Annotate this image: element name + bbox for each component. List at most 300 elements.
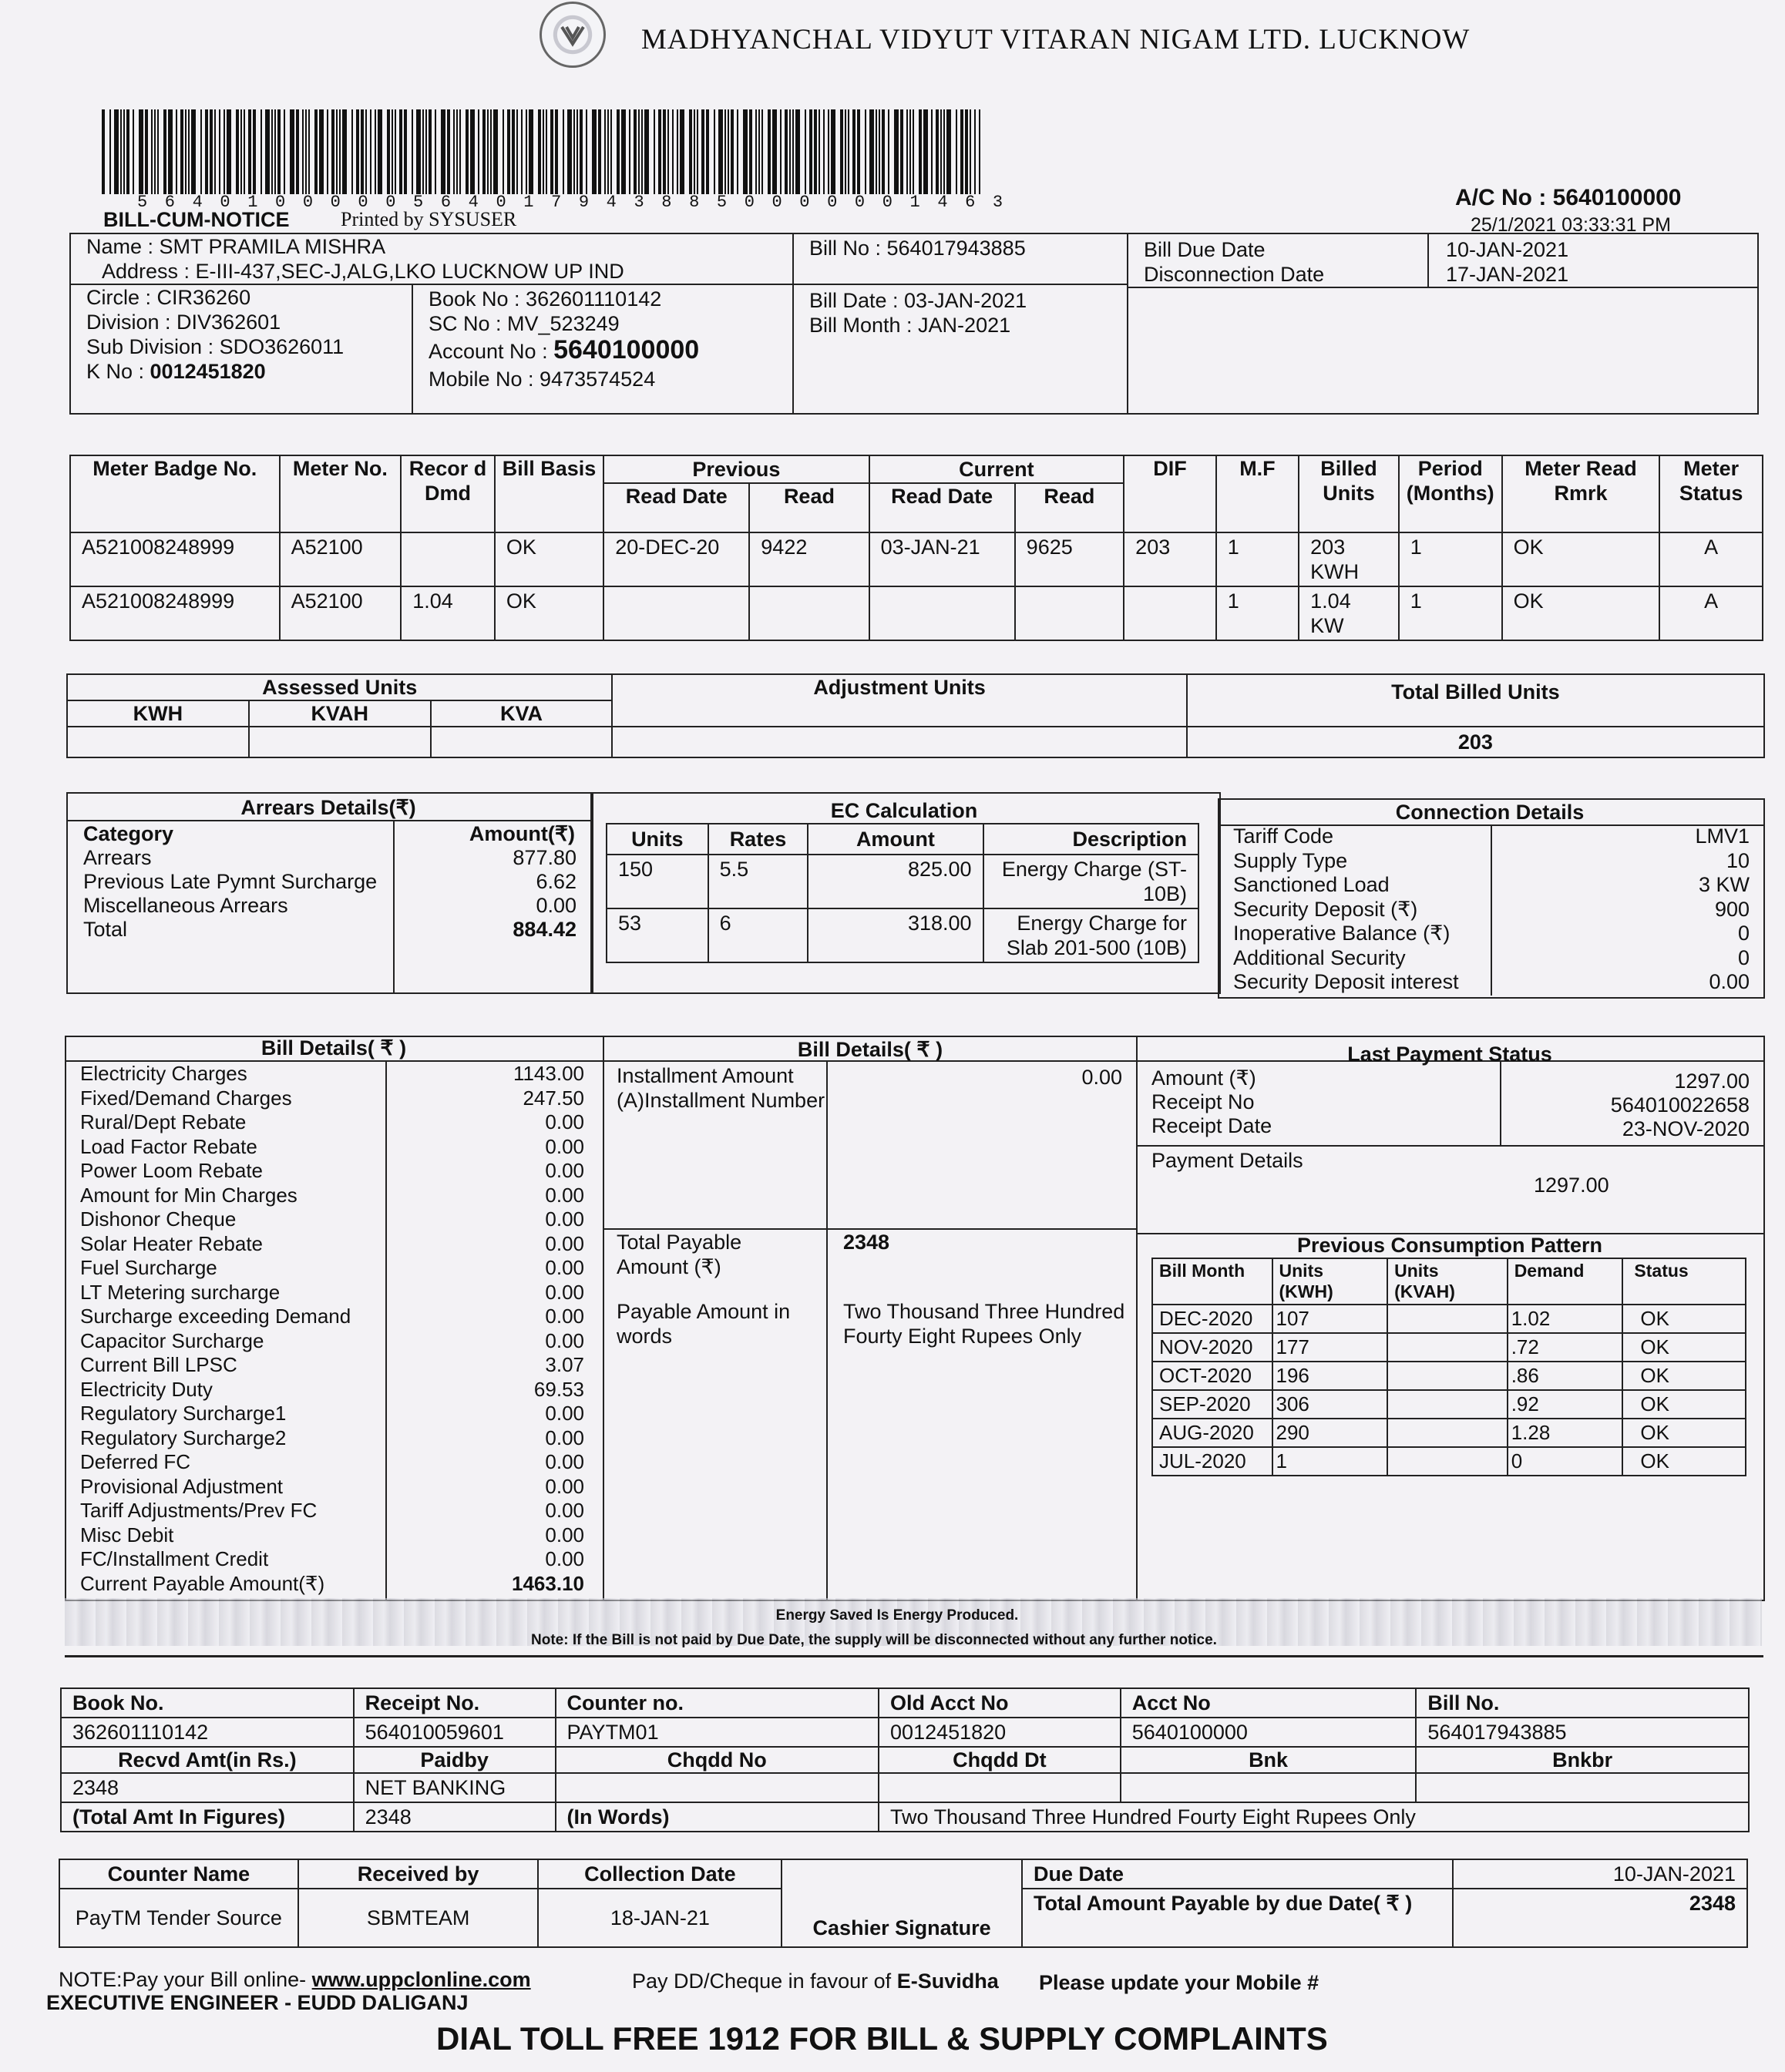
barcode-bar [538, 109, 541, 194]
barcode-bar [123, 109, 125, 194]
barcode-bar [879, 109, 880, 194]
cell: .92 [1508, 1390, 1623, 1419]
bill-row: Dishonor Cheque 0.00 [80, 1207, 584, 1231]
assessed-units-table [66, 673, 1765, 758]
barcode-bar [728, 109, 729, 194]
barcode-bar [607, 109, 609, 194]
lp-receipt-date: 23-NOV-2020 [1622, 1117, 1750, 1140]
barcode-bar [327, 109, 328, 194]
disconnect-note: Note: If the Bill is not paid by Due Date, the supply will be disconnected without any further notice. [531, 1632, 1217, 1648]
consumption-title: Previous Consumption Pattern [1296, 1234, 1603, 1257]
barcode-bar [180, 109, 183, 194]
assessed-title: Assessed Units [67, 674, 612, 700]
cell: OK [1502, 532, 1660, 586]
hdr-dif: DIF [1124, 455, 1216, 532]
bill-row: Provisional Adjustment 0.00 [80, 1474, 584, 1498]
barcode-bar [848, 109, 849, 194]
ec-row [607, 908, 1198, 962]
cell: 196 [1272, 1362, 1388, 1390]
barcode-bar [706, 109, 709, 194]
cell: OK [1622, 1333, 1746, 1362]
barcode-bar [512, 109, 515, 194]
pay-online-note: NOTE:Pay your Bill online- www.uppclonline.com [59, 1968, 531, 1991]
kvah-label: KVAH [249, 700, 431, 727]
barcode-bar [550, 109, 553, 194]
barcode-bar [857, 109, 860, 194]
cell: SEP-2020 [1152, 1390, 1272, 1419]
barcode-digits: 5 6 4 0 1 0 0 0 0 0 5 6 4 0 1 7 9 4 3 8 8 5 0 0 0 0 0 0 1 4 6 3 [137, 193, 1007, 212]
total-due-label: Total Amount Payable by due Date( ₹ ) [1022, 1889, 1453, 1947]
barcode-bar [305, 109, 307, 194]
hdr-prev-read: Read [749, 483, 869, 532]
connection-row: Sanctioned Load 3 KW [1233, 873, 1750, 896]
cp-row [1152, 1447, 1746, 1476]
barcode-bar [109, 109, 111, 194]
barcode-bar [227, 109, 231, 194]
barcode-bar [749, 109, 752, 194]
cell: DEC-2020 [1152, 1305, 1272, 1333]
hdr-cur-read: Read [1015, 483, 1124, 532]
hdr-current: Current [869, 455, 1124, 483]
old-acct-label: Old Acct No [879, 1688, 1121, 1718]
cp-row [1152, 1305, 1746, 1333]
barcode-bar [453, 109, 455, 194]
barcode-bar [638, 109, 640, 194]
cell: A521008248999 [70, 586, 280, 640]
meter-row [70, 532, 1763, 586]
barcode-bar [543, 109, 544, 194]
receipt-no-label: Receipt No. [354, 1688, 556, 1718]
payable-words-label: Payable Amount in words [617, 1300, 791, 1348]
cell: 6 [708, 908, 808, 962]
hdr-basis: Bill Basis [495, 455, 603, 532]
cp-demand-hdr: Demand [1508, 1258, 1623, 1305]
barcode-bar [592, 109, 597, 194]
customer-address: Address : E-III-437,SEC-J,ALG,LKO LUCKNOW UP IND [102, 260, 624, 283]
recvd-amount: 2348 [61, 1773, 354, 1802]
total-payable-value: 2348 [843, 1231, 890, 1254]
cp-kvah-hdr: Units (KVAH) [1387, 1258, 1508, 1305]
cell: A [1659, 532, 1763, 586]
bill-row: Fuel Surcharge 0.00 [80, 1256, 584, 1279]
barcode-bar [701, 109, 704, 194]
barcode-bar [387, 109, 390, 194]
barcode-bar [743, 109, 748, 194]
energy-saved-note: Energy Saved Is Energy Produced. [775, 1607, 1019, 1624]
barcode-bar [758, 109, 760, 194]
cell: 203 KWH [1299, 532, 1399, 586]
bnk-label: Bnk [1121, 1747, 1417, 1773]
barcode-bar [210, 109, 213, 194]
company-name: MADHYANCHAL VIDYUT VITARAN NIGAM LTD. LUCKNOW [641, 24, 1471, 55]
cell: OK [1622, 1305, 1746, 1333]
arrears-amount-hdr: Amount(₹) [469, 822, 575, 845]
barcode-bar [331, 109, 334, 194]
barcode-bar [672, 109, 674, 194]
executive-engineer: EXECUTIVE ENGINEER - EUDD DALIGANJ [46, 1991, 469, 2014]
cell: 1.02 [1508, 1305, 1623, 1333]
bill-row: Surcharge exceeding Demand 0.00 [80, 1305, 584, 1328]
payment-details-value: 1297.00 [1534, 1174, 1609, 1197]
barcode-bar [731, 109, 734, 194]
receipt-receipt-no: 564010059601 [354, 1718, 556, 1747]
cp-month-hdr: Bill Month [1152, 1258, 1272, 1305]
cell: 318.00 [808, 908, 983, 962]
cell: 9625 [1015, 532, 1124, 586]
collection-date-label: Collection Date [538, 1859, 782, 1889]
cell: OK [495, 532, 603, 586]
cp-row [1152, 1419, 1746, 1447]
cell: OK [1622, 1447, 1746, 1476]
ec-desc-hdr: Description [983, 824, 1198, 855]
bill-row: Solar Heater Rebate 0.00 [80, 1231, 584, 1255]
cell [1387, 1305, 1508, 1333]
cell: 150 [607, 855, 708, 908]
cell: 0 [1508, 1447, 1623, 1476]
barcode-bar [493, 109, 498, 194]
last-payment-values [1503, 1070, 1750, 1141]
lp-receipt-no: 564010022658 [1610, 1093, 1750, 1117]
cell: 1 [1399, 586, 1502, 640]
received-by-label: Received by [298, 1859, 539, 1889]
cell: .86 [1508, 1362, 1623, 1390]
barcode-bar [224, 109, 225, 194]
barcode-bar [277, 109, 281, 194]
bill-row: Misc Debit 0.00 [80, 1523, 584, 1546]
received-by: SBMTEAM [298, 1889, 539, 1947]
barcode-bar [586, 109, 587, 194]
receipt-bill-no: 564017943885 [1416, 1718, 1749, 1747]
barcode-bar [271, 109, 273, 194]
barcode-bar [482, 109, 486, 194]
barcode-bar [970, 109, 971, 194]
collection-date: 18-JAN-21 [538, 1889, 782, 1947]
cell: JUL-2020 [1152, 1447, 1272, 1476]
cell: 290 [1272, 1419, 1388, 1447]
cell: 1.04 KW [1299, 586, 1399, 640]
kwh-label: KWH [67, 700, 249, 727]
company-logo [540, 2, 606, 68]
barcode-bar [490, 109, 492, 194]
arrears-category-hdr: Category [83, 822, 174, 845]
barcode-bar [336, 109, 338, 194]
barcode-bar [573, 109, 575, 194]
division: Division : DIV362601 [86, 311, 281, 334]
barcode-bar [768, 109, 771, 194]
connection-row: Security Deposit (₹) 900 [1233, 897, 1750, 921]
cell: 53 [607, 908, 708, 962]
barcode-bar [102, 109, 105, 194]
barcode-bar [126, 109, 129, 194]
bill-cum-notice: BILL-CUM-NOTICE [103, 208, 290, 231]
cell [1015, 586, 1124, 640]
ec-table [606, 823, 1199, 963]
receipt-acct-no: 5640100000 [1121, 1718, 1417, 1747]
cell: OCT-2020 [1152, 1362, 1272, 1390]
hdr-previous: Previous [603, 455, 869, 483]
cell: 1 [1216, 532, 1299, 586]
cell [1387, 1390, 1508, 1419]
barcode-bar [526, 109, 527, 194]
barcode-bar [567, 109, 572, 194]
barcode-bar [240, 109, 242, 194]
barcode-bar [580, 109, 583, 194]
chqdd-dt-label: Chqdd Dt [879, 1747, 1121, 1773]
cell: 825.00 [808, 855, 983, 908]
arrears-row: Previous Late Pymnt Surcharge 6.62 [83, 870, 577, 893]
barcode-bar [946, 109, 951, 194]
barcode-bar [120, 109, 122, 194]
cell [869, 586, 1015, 640]
barcode-bar [714, 109, 715, 194]
barcode-bar [244, 109, 245, 194]
disconnection-date-label: Disconnection Date [1144, 263, 1325, 286]
barcode-bar [342, 109, 347, 194]
meter-table [69, 455, 1763, 641]
cell: Energy Charge (ST-10B) [983, 855, 1198, 908]
barcode-bar [845, 109, 846, 194]
sc-no: SC No : MV_523249 [429, 312, 620, 335]
bill-row: Current Payable Amount(₹) 1463.10 [80, 1571, 584, 1595]
barcode-bar [876, 109, 877, 194]
barcode-bar [882, 109, 885, 194]
barcode-bar [641, 109, 643, 194]
barcode-bar [792, 109, 794, 194]
barcode-bar [919, 109, 922, 194]
arrears-row: Arrears 877.80 [83, 846, 577, 869]
toll-free-banner: DIAL TOLL FREE 1912 FOR BILL & SUPPLY COMPLAINTS [436, 2020, 1328, 2057]
barcode-bar [546, 109, 547, 194]
cell: A521008248999 [70, 532, 280, 586]
barcode-bar [809, 109, 812, 194]
barcode-bar [936, 109, 939, 194]
lp-receipt-no-label: Receipt No [1151, 1090, 1255, 1113]
barcode-bar [185, 109, 187, 194]
cell: 5.5 [708, 855, 808, 908]
cell: 1.04 [401, 586, 495, 640]
barcode-bar [577, 109, 578, 194]
barcode-bar [667, 109, 669, 194]
barcode-bar [658, 109, 661, 194]
bill-row: Regulatory Surcharge1 0.00 [80, 1402, 584, 1425]
cell: 20-DEC-20 [603, 532, 749, 586]
hdr-period: Period (Months) [1399, 455, 1502, 532]
barcode-bar [761, 109, 763, 194]
arrears-list [83, 846, 577, 942]
barcode-bar [644, 109, 649, 194]
hdr-cur-read-date: Read Date [869, 483, 1015, 532]
update-mobile-note: Please update your Mobile # [1039, 1971, 1319, 1994]
barcode-bar [154, 109, 156, 194]
arrears-row: Miscellaneous Arrears 0.00 [83, 894, 577, 917]
cell: OK [1622, 1419, 1746, 1447]
ec-rates-hdr: Rates [708, 824, 808, 855]
counter-name-label: Counter Name [59, 1859, 298, 1889]
bill-due-date: 10-JAN-2021 [1446, 238, 1569, 261]
book-no: Book No : 362601110142 [429, 287, 662, 311]
barcode-bar [598, 109, 601, 194]
barcode-bar [157, 109, 159, 194]
barcode-bar [621, 109, 626, 194]
barcode-bar [956, 109, 957, 194]
total-fig-value: 2348 [354, 1802, 556, 1832]
barcode-bar [888, 109, 889, 194]
hdr-status: Meter Status [1659, 455, 1763, 532]
barcode-bar [852, 109, 856, 194]
bill-row: Current Bill LPSC 3.07 [80, 1353, 584, 1376]
barcode-bar [516, 109, 518, 194]
barcode-bar [697, 109, 698, 194]
disconnection-date: 17-JAN-2021 [1446, 263, 1569, 286]
cp-row [1152, 1390, 1746, 1419]
barcode [102, 109, 985, 194]
cell: Energy Charge for Slab 201-500 (10B) [983, 908, 1198, 962]
barcode-bar [503, 109, 504, 194]
bill-row: Power Loom Rebate 0.00 [80, 1159, 584, 1182]
connection-row: Supply Type 10 [1233, 848, 1750, 872]
barcode-bar [205, 109, 208, 194]
barcode-bar [521, 109, 523, 194]
barcode-bar [290, 109, 294, 194]
barcode-bar [151, 109, 153, 194]
barcode-bar [694, 109, 695, 194]
bill-row: Deferred FC 0.00 [80, 1450, 584, 1473]
bill-details-title: Bill Details( ₹ ) [261, 1036, 407, 1060]
counter-no-label: Counter no. [556, 1688, 879, 1718]
hdr-billed: Billed Units [1299, 455, 1399, 532]
cell: 203 [1124, 532, 1216, 586]
mobile-no: Mobile No : 9473574524 [429, 368, 656, 391]
consumption-table [1151, 1258, 1746, 1476]
acct-no-label: Acct No [1121, 1688, 1417, 1718]
bill-row: Regulatory Surcharge2 0.00 [80, 1426, 584, 1449]
barcode-bar [979, 109, 980, 194]
due-date-value: 10-JAN-2021 [1453, 1859, 1747, 1889]
barcode-bar [404, 109, 407, 194]
cell: .72 [1508, 1333, 1623, 1362]
due-date-label: Due Date [1022, 1859, 1453, 1889]
barcode-bar [422, 109, 424, 194]
barcode-bar [416, 109, 421, 194]
barcode-bar [378, 109, 382, 194]
hdr-recd: Recor d Dmd [401, 455, 495, 532]
paidby-label: Paidby [354, 1747, 556, 1773]
barcode-bar [906, 109, 908, 194]
connection-list [1233, 824, 1750, 995]
cell: OK [1502, 586, 1660, 640]
barcode-bar [680, 109, 684, 194]
barcode-bar [470, 109, 475, 194]
circle: Circle : CIR36260 [86, 286, 251, 309]
cp-kwh-hdr: Units (KWH) [1272, 1258, 1388, 1305]
barcode-bar [663, 109, 666, 194]
barcode-bar [168, 109, 173, 194]
barcode-bar [718, 109, 723, 194]
connection-row: Additional Security 0 [1233, 945, 1750, 969]
barcode-bar [629, 109, 630, 194]
arrears-row: Total 884.42 [83, 918, 577, 941]
cp-row [1152, 1333, 1746, 1362]
cell: 1 [1399, 532, 1502, 586]
ac-no: A/C No : 5640100000 [1455, 185, 1682, 210]
barcode-bar [555, 109, 558, 194]
lp-amount: 1297.00 [1674, 1070, 1750, 1093]
receipt-book-no: 362601110142 [61, 1718, 354, 1747]
payment-details-label: Payment Details [1151, 1149, 1303, 1172]
arrears-title: Arrears Details(₹) [240, 796, 416, 819]
installment-label: Installment Amount (A)Installment Number [617, 1064, 825, 1112]
barcode-bar [145, 109, 148, 194]
barcode-bar [302, 109, 304, 194]
hdr-mf: M.F [1216, 455, 1299, 532]
barcode-bar [200, 109, 202, 194]
uppcl-link[interactable]: www.uppclonline.com [311, 1968, 531, 1991]
barcode-bar [604, 109, 606, 194]
cp-status-hdr: Status [1622, 1258, 1746, 1305]
lp-receipt-date-label: Receipt Date [1151, 1114, 1272, 1137]
cell: 107 [1272, 1305, 1388, 1333]
barcode-bar [940, 109, 942, 194]
cell: 03-JAN-21 [869, 532, 1015, 586]
barcode-bar [737, 109, 738, 194]
connection-row: Tariff Code LMV1 [1233, 824, 1750, 848]
bill-due-date-label: Bill Due Date [1144, 238, 1266, 261]
barcode-bar [610, 109, 612, 194]
cell [1387, 1362, 1508, 1390]
barcode-bar [805, 109, 806, 194]
bill-details-list [80, 1062, 584, 1596]
cell [749, 586, 869, 640]
barcode-bar [365, 109, 367, 194]
barcode-bar [284, 109, 285, 194]
total-fig-label: (Total Amt In Figures) [61, 1802, 354, 1832]
chqdd-no-label: Chqdd No [556, 1747, 879, 1773]
hdr-rmrk: Meter Read Rmrk [1502, 455, 1660, 532]
barcode-bar [356, 109, 359, 194]
cell: AUG-2020 [1152, 1419, 1272, 1447]
barcode-bar [617, 109, 620, 194]
barcode-bar [823, 109, 825, 194]
barcode-bar [114, 109, 119, 194]
barcode-bar [913, 109, 914, 194]
barcode-bar [965, 109, 968, 194]
ec-title: EC Calculation [830, 799, 978, 822]
barcode-bar [755, 109, 757, 194]
receipt-counter-no: PAYTM01 [556, 1718, 879, 1747]
recvd-label: Recvd Amt(in Rs.) [61, 1747, 354, 1773]
barcode-bar [441, 109, 445, 194]
barcode-bar [529, 109, 533, 194]
meter-row [70, 586, 1763, 640]
hdr-badge: Meter Badge No. [70, 455, 280, 532]
last-payment-labels [1151, 1066, 1272, 1138]
cell: A52100 [280, 586, 402, 640]
barcode-bar [487, 109, 489, 194]
barcode-bar [865, 109, 866, 194]
barcode-bar [507, 109, 510, 194]
barcode-bar [253, 109, 256, 194]
bill-month: Bill Month : JAN-2021 [809, 314, 1011, 337]
total-payable-label: Total Payable Amount (₹) [617, 1231, 742, 1278]
barcode-bar [261, 109, 262, 194]
connection-title: Connection Details [1395, 801, 1585, 824]
barcode-bar [840, 109, 843, 194]
barcode-bar [466, 109, 469, 194]
barcode-bar [214, 109, 216, 194]
barcode-bar [819, 109, 820, 194]
cell: 1.28 [1508, 1419, 1623, 1447]
barcode-bar [339, 109, 341, 194]
